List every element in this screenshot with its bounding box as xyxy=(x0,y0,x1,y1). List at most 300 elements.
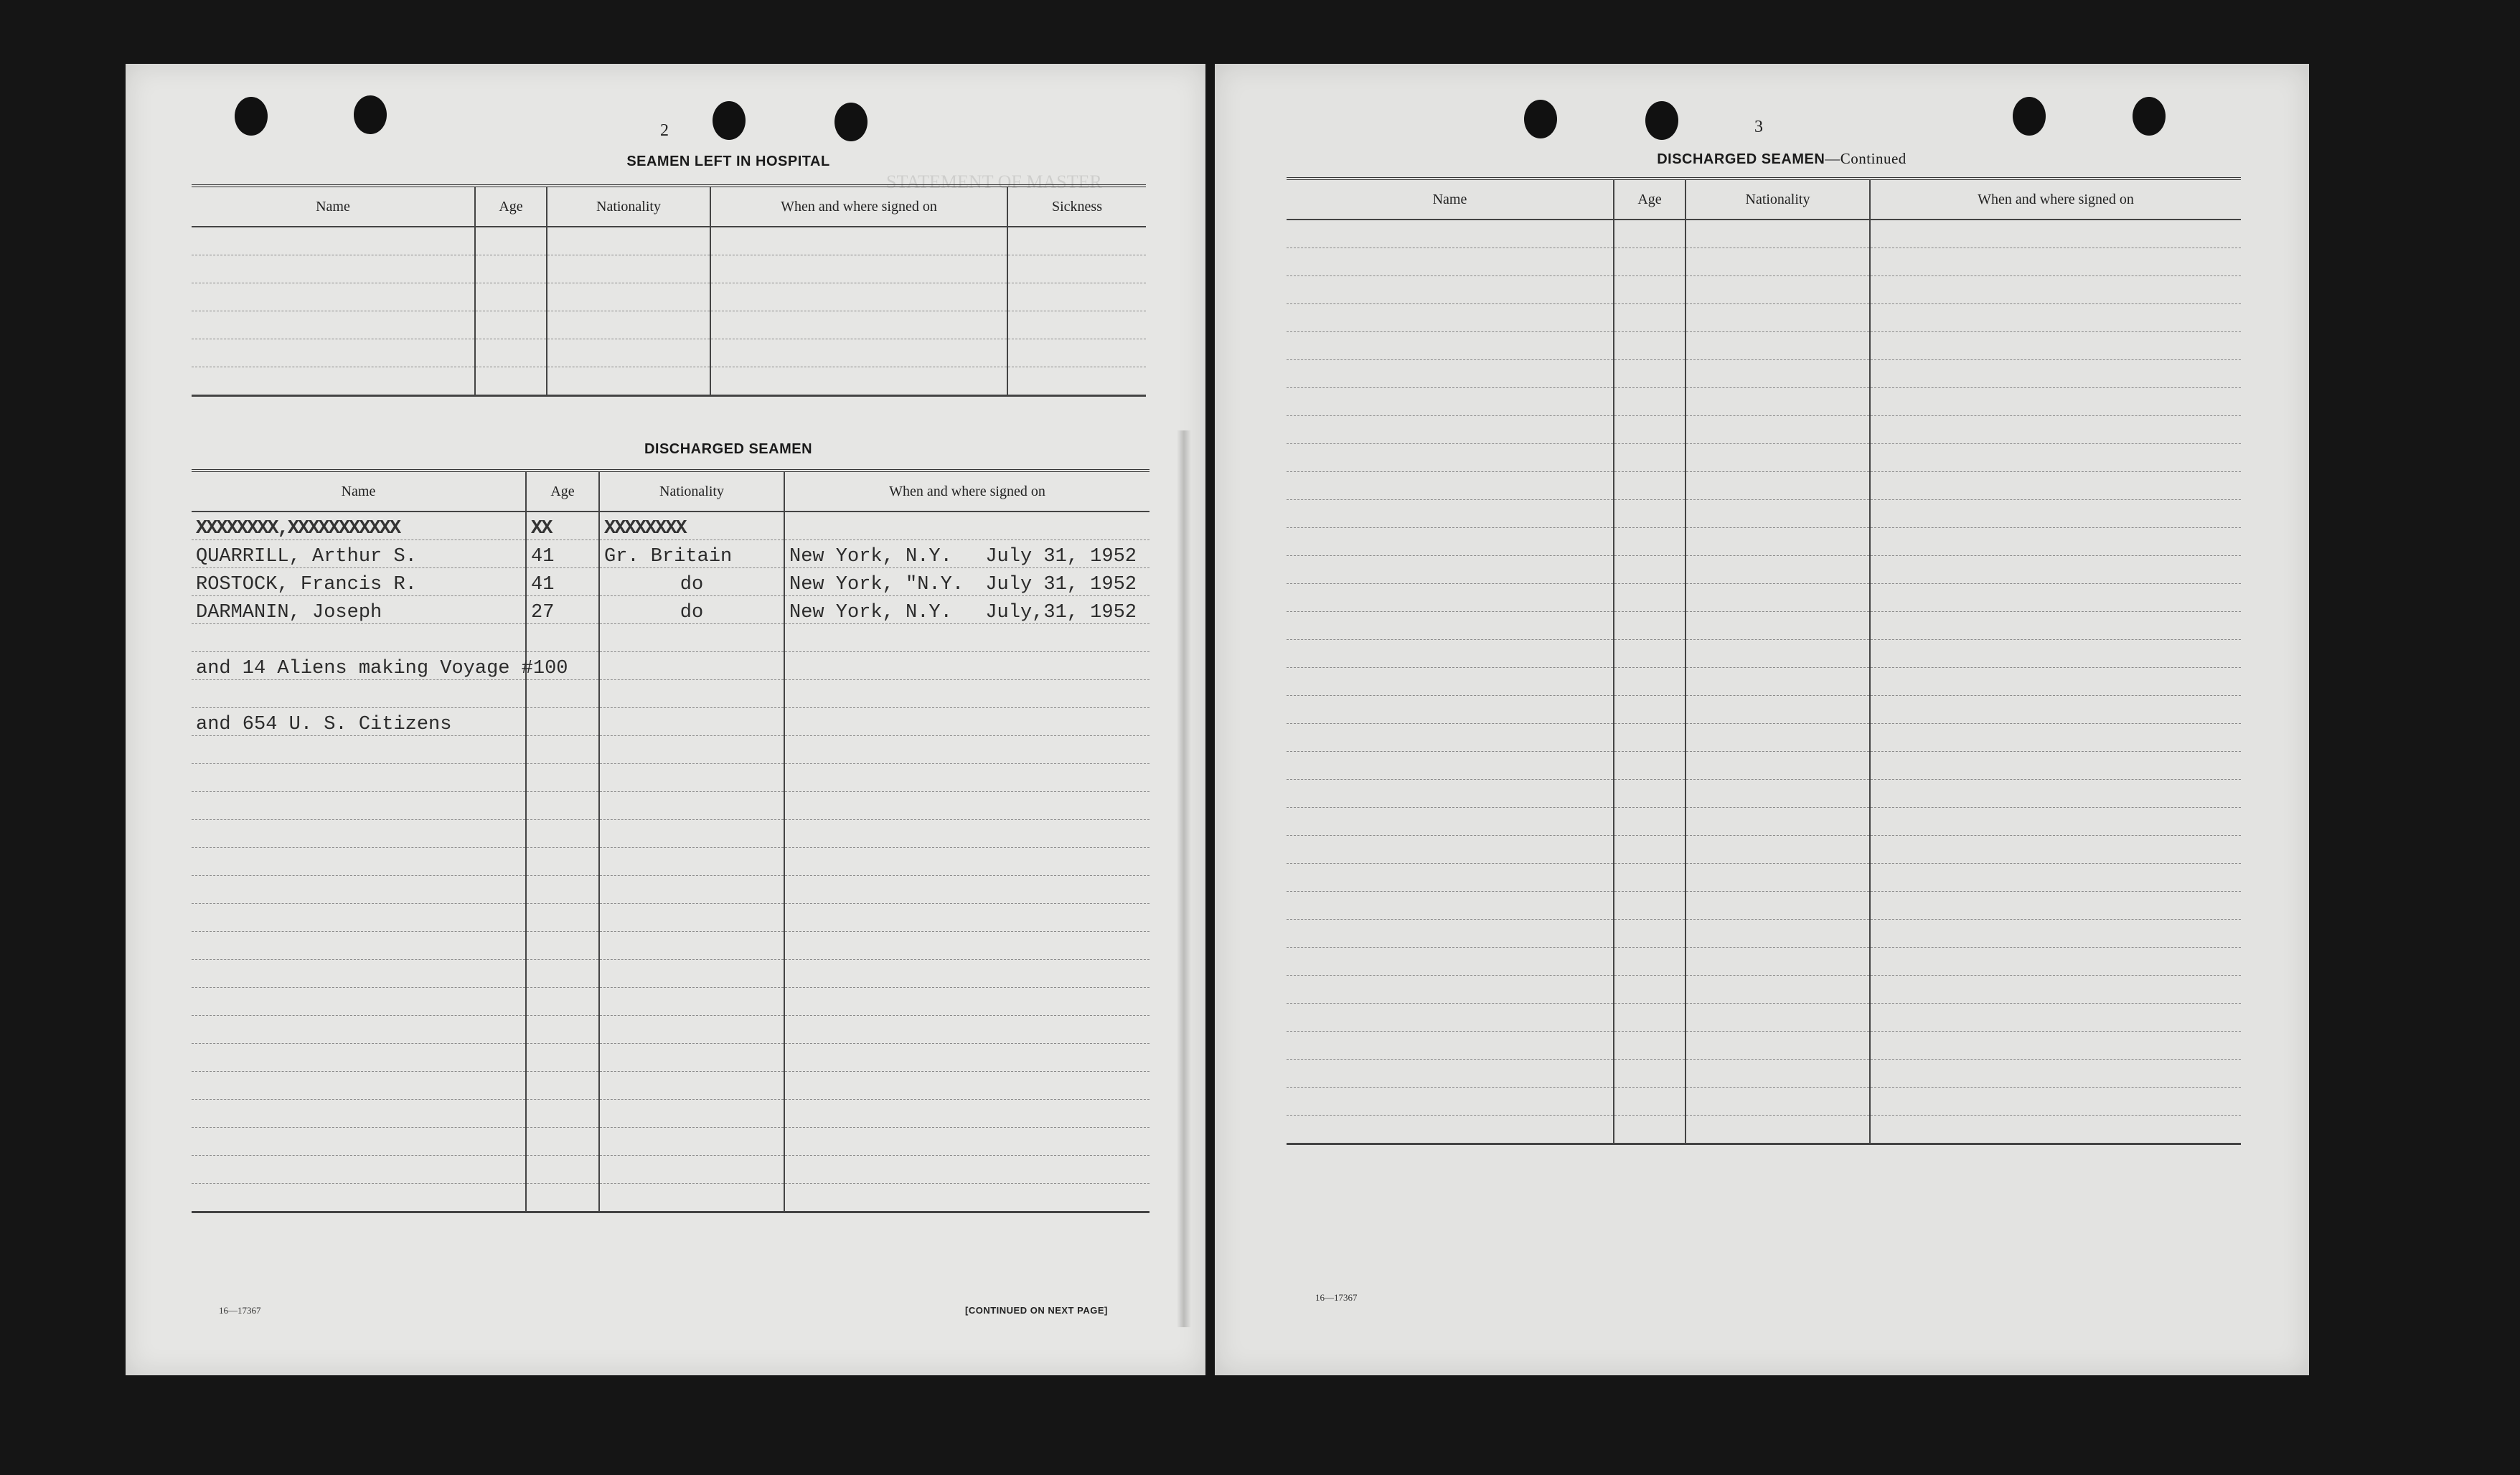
blank-cell xyxy=(1686,1116,1870,1144)
blank-cell xyxy=(1007,339,1146,367)
seaman-name: and 14 Aliens making Voyage #100 xyxy=(192,652,526,680)
blank-cell xyxy=(475,339,547,367)
blank-cell xyxy=(1870,892,2241,920)
blank-cell xyxy=(1870,780,2241,808)
discharged-blank-row xyxy=(192,1044,1149,1072)
signed-on-group xyxy=(789,602,1145,623)
blank-cell xyxy=(192,876,526,904)
hospital-blank-row xyxy=(192,339,1146,367)
blank-cell xyxy=(1287,696,1614,724)
seaman-age xyxy=(526,680,599,708)
blank-cell xyxy=(192,311,475,339)
discharged-blank-row xyxy=(192,932,1149,960)
seaman-nationality xyxy=(599,624,784,652)
column-header-age: Age xyxy=(1614,179,1686,220)
blank-cell xyxy=(1870,668,2241,696)
blank-cell xyxy=(526,876,599,904)
blank-cell xyxy=(1686,556,1870,584)
seaman-name: XXXXXXXX,XXXXXXXXXXX xyxy=(192,512,526,540)
blank-cell xyxy=(1870,444,2241,472)
blank-cell xyxy=(710,227,1007,255)
blank-cell xyxy=(1686,864,1870,892)
blank-cell xyxy=(1686,612,1870,640)
left-page xyxy=(126,64,1205,1375)
blank-cell xyxy=(1870,976,2241,1004)
blank-cell xyxy=(1287,444,1614,472)
blank-cell xyxy=(1614,752,1686,780)
column-header-signed-on: When and where signed on xyxy=(784,471,1149,512)
blank-cell xyxy=(1686,584,1870,612)
page-fold-shadow xyxy=(1177,430,1191,1327)
blank-cell xyxy=(599,932,784,960)
seaman-nationality: XXXXXXXX xyxy=(599,512,784,540)
seaman-row xyxy=(192,652,1149,680)
right-header-row xyxy=(1287,179,2241,220)
blank-cell xyxy=(192,932,526,960)
blank-cell xyxy=(192,1156,526,1184)
seaman-name: DARMANIN, Joseph xyxy=(192,596,526,624)
right-blank-row xyxy=(1287,332,2241,360)
column-header-name: Name xyxy=(192,186,475,227)
blank-cell xyxy=(1614,808,1686,836)
right-blank-row xyxy=(1287,220,2241,248)
seaman-row xyxy=(192,680,1149,708)
seaman-row xyxy=(192,708,1149,736)
right-blank-row xyxy=(1287,892,2241,920)
right-blank-row xyxy=(1287,500,2241,528)
blank-cell xyxy=(1686,528,1870,556)
discharged-table xyxy=(192,469,1149,1213)
blank-cell xyxy=(1614,528,1686,556)
seaman-nationality: Gr. Britain xyxy=(599,540,784,568)
blank-cell xyxy=(192,764,526,792)
seaman-row xyxy=(192,568,1149,596)
blank-cell xyxy=(1614,584,1686,612)
seaman-nationality: do xyxy=(599,568,784,596)
blank-cell xyxy=(1614,248,1686,276)
blank-cell xyxy=(1614,864,1686,892)
blank-cell xyxy=(192,255,475,283)
blank-cell xyxy=(1614,696,1686,724)
blank-cell xyxy=(1686,388,1870,416)
column-header-age: Age xyxy=(475,186,547,227)
blank-cell xyxy=(1870,332,2241,360)
seaman-signed-on xyxy=(784,596,1149,624)
blank-cell xyxy=(1870,388,2241,416)
blank-cell xyxy=(1007,311,1146,339)
seaman-nationality xyxy=(599,708,784,736)
seaman-name xyxy=(192,680,526,708)
column-header-sickness: Sickness xyxy=(1007,186,1146,227)
punch-hole xyxy=(713,101,746,140)
blank-cell xyxy=(1614,1088,1686,1116)
blank-cell xyxy=(1614,612,1686,640)
discharged-blank-row xyxy=(192,1184,1149,1212)
blank-cell xyxy=(526,988,599,1016)
blank-cell xyxy=(784,820,1149,848)
blank-cell xyxy=(1614,668,1686,696)
signed-on-place: New York, "N.Y. xyxy=(789,574,964,595)
blank-cell xyxy=(1614,416,1686,444)
blank-cell xyxy=(1686,808,1870,836)
punch-hole xyxy=(1645,101,1678,140)
blank-cell xyxy=(1007,367,1146,396)
right-blank-row xyxy=(1287,836,2241,864)
blank-cell xyxy=(1686,304,1870,332)
blank-cell xyxy=(1686,696,1870,724)
blank-cell xyxy=(710,283,1007,311)
column-header-signed-on: When and where signed on xyxy=(1870,179,2241,220)
blank-cell xyxy=(192,227,475,255)
right-blank-row xyxy=(1287,528,2241,556)
blank-cell xyxy=(192,1016,526,1044)
blank-cell xyxy=(1870,752,2241,780)
form-number: 16—17367 xyxy=(219,1305,261,1316)
blank-cell xyxy=(526,1100,599,1128)
column-header-signed-on: When and where signed on xyxy=(710,186,1007,227)
blank-cell xyxy=(1686,444,1870,472)
column-header-nationality: Nationality xyxy=(547,186,710,227)
blank-cell xyxy=(547,255,710,283)
seaman-signed-on xyxy=(784,680,1149,708)
discharged-blank-row xyxy=(192,848,1149,876)
blank-cell xyxy=(1870,584,2241,612)
blank-cell xyxy=(1614,640,1686,668)
blank-cell xyxy=(475,367,547,396)
hospital-blank-row xyxy=(192,255,1146,283)
blank-cell xyxy=(1870,864,2241,892)
blank-cell xyxy=(1686,1004,1870,1032)
blank-cell xyxy=(599,1072,784,1100)
blank-cell xyxy=(1007,227,1146,255)
column-header-name: Name xyxy=(1287,179,1614,220)
blank-cell xyxy=(599,1016,784,1044)
blank-cell xyxy=(526,960,599,988)
blank-cell xyxy=(599,1044,784,1072)
blank-cell xyxy=(1870,724,2241,752)
right-blank-row xyxy=(1287,780,2241,808)
blank-cell xyxy=(1614,892,1686,920)
blank-cell xyxy=(1614,500,1686,528)
hospital-blank-row xyxy=(192,283,1146,311)
punch-hole xyxy=(354,95,387,134)
blank-cell xyxy=(1287,836,1614,864)
blank-cell xyxy=(1870,948,2241,976)
blank-cell xyxy=(1614,1116,1686,1144)
right-page xyxy=(1215,64,2309,1375)
blank-cell xyxy=(599,1128,784,1156)
blank-cell xyxy=(1870,472,2241,500)
blank-cell xyxy=(1614,556,1686,584)
seaman-age: 41 xyxy=(526,568,599,596)
right-blank-row xyxy=(1287,1004,2241,1032)
blank-cell xyxy=(784,904,1149,932)
blank-cell xyxy=(1870,612,2241,640)
blank-cell xyxy=(1007,283,1146,311)
bleed-through-text: STATEMENT OF MASTER xyxy=(886,171,1102,192)
blank-cell xyxy=(1686,1032,1870,1060)
blank-cell xyxy=(1870,808,2241,836)
blank-cell xyxy=(599,848,784,876)
seaman-name xyxy=(192,624,526,652)
hospital-section-title: SEAMEN LEFT IN HOSPITAL xyxy=(626,154,830,169)
hospital-table xyxy=(192,184,1146,397)
right-blank-row xyxy=(1287,304,2241,332)
seaman-age xyxy=(526,708,599,736)
blank-cell xyxy=(192,960,526,988)
seaman-age: 27 xyxy=(526,596,599,624)
seaman-nationality: do xyxy=(599,596,784,624)
blank-cell xyxy=(192,820,526,848)
blank-cell xyxy=(526,904,599,932)
blank-cell xyxy=(784,1128,1149,1156)
blank-cell xyxy=(599,904,784,932)
right-section-title xyxy=(1602,150,1961,168)
blank-cell xyxy=(784,1016,1149,1044)
blank-cell xyxy=(1614,1004,1686,1032)
column-header-name: Name xyxy=(192,471,526,512)
blank-cell xyxy=(1287,1032,1614,1060)
signed-on-date: July,31, 1952 xyxy=(985,602,1137,623)
blank-cell xyxy=(1287,528,1614,556)
blank-cell xyxy=(1870,1116,2241,1144)
blank-cell xyxy=(1870,556,2241,584)
blank-cell xyxy=(784,1072,1149,1100)
blank-cell xyxy=(784,1044,1149,1072)
blank-cell xyxy=(784,1100,1149,1128)
form-number: 16—17367 xyxy=(1315,1292,1358,1303)
blank-cell xyxy=(1686,248,1870,276)
seaman-nationality xyxy=(599,680,784,708)
right-blank-row xyxy=(1287,1116,2241,1144)
seaman-row xyxy=(192,596,1149,624)
discharged-section-title: DISCHARGED SEAMEN xyxy=(644,441,813,457)
blank-cell xyxy=(192,736,526,764)
blank-cell xyxy=(1686,276,1870,304)
blank-cell xyxy=(192,988,526,1016)
blank-cell xyxy=(1287,612,1614,640)
discharged-blank-row xyxy=(192,1100,1149,1128)
blank-cell xyxy=(1686,892,1870,920)
blank-cell xyxy=(475,255,547,283)
blank-cell xyxy=(547,311,710,339)
right-blank-row xyxy=(1287,1088,2241,1116)
blank-cell xyxy=(1287,1060,1614,1088)
blank-cell xyxy=(1287,304,1614,332)
blank-cell xyxy=(526,1044,599,1072)
discharged-blank-row xyxy=(192,1128,1149,1156)
discharged-blank-row xyxy=(192,736,1149,764)
blank-cell xyxy=(547,367,710,396)
blank-cell xyxy=(192,283,475,311)
column-header-nationality: Nationality xyxy=(1686,179,1870,220)
blank-cell xyxy=(192,1044,526,1072)
blank-cell xyxy=(1686,332,1870,360)
right-blank-row xyxy=(1287,948,2241,976)
blank-cell xyxy=(1870,416,2241,444)
blank-cell xyxy=(1686,220,1870,248)
blank-cell xyxy=(1287,584,1614,612)
blank-cell xyxy=(1686,668,1870,696)
right-blank-row xyxy=(1287,752,2241,780)
blank-cell xyxy=(1686,640,1870,668)
blank-cell xyxy=(1287,360,1614,388)
blank-cell xyxy=(1614,360,1686,388)
blank-cell xyxy=(1686,920,1870,948)
blank-cell xyxy=(1870,500,2241,528)
blank-cell xyxy=(784,932,1149,960)
blank-cell xyxy=(1287,332,1614,360)
seaman-nationality xyxy=(599,652,784,680)
discharged-blank-row xyxy=(192,1156,1149,1184)
blank-cell xyxy=(1287,500,1614,528)
signed-on-date: July 31, 1952 xyxy=(985,574,1137,595)
blank-cell xyxy=(547,227,710,255)
hospital-blank-row xyxy=(192,227,1146,255)
right-blank-row xyxy=(1287,696,2241,724)
discharged-blank-row xyxy=(192,960,1149,988)
blank-cell xyxy=(192,367,475,396)
blank-cell xyxy=(784,988,1149,1016)
right-blank-row xyxy=(1287,612,2241,640)
seaman-age: XX xyxy=(526,512,599,540)
blank-cell xyxy=(1287,276,1614,304)
blank-cell xyxy=(1870,276,2241,304)
continued-note: [CONTINUED ON NEXT PAGE] xyxy=(965,1305,1108,1316)
discharged-blank-row xyxy=(192,792,1149,820)
right-blank-row xyxy=(1287,472,2241,500)
punch-hole xyxy=(834,103,868,141)
right-blank-row xyxy=(1287,640,2241,668)
discharged-blank-row xyxy=(192,876,1149,904)
blank-cell xyxy=(1614,780,1686,808)
blank-cell xyxy=(599,764,784,792)
blank-cell xyxy=(1287,864,1614,892)
right-discharged-table xyxy=(1287,177,2241,1145)
blank-cell xyxy=(1287,976,1614,1004)
blank-cell xyxy=(784,960,1149,988)
blank-cell xyxy=(599,960,784,988)
discharged-header-row xyxy=(192,471,1149,512)
blank-cell xyxy=(1614,220,1686,248)
blank-cell xyxy=(1614,1032,1686,1060)
blank-cell xyxy=(1614,920,1686,948)
blank-cell xyxy=(710,367,1007,396)
seaman-signed-on xyxy=(784,708,1149,736)
blank-cell xyxy=(526,1072,599,1100)
blank-cell xyxy=(526,1128,599,1156)
blank-cell xyxy=(192,1184,526,1212)
blank-cell xyxy=(1614,836,1686,864)
discharged-blank-row xyxy=(192,820,1149,848)
seaman-row xyxy=(192,540,1149,568)
seaman-row xyxy=(192,512,1149,540)
blank-cell xyxy=(1287,724,1614,752)
blank-cell xyxy=(1287,920,1614,948)
seaman-signed-on xyxy=(784,652,1149,680)
blank-cell xyxy=(1686,500,1870,528)
discharged-blank-row xyxy=(192,904,1149,932)
blank-cell xyxy=(526,820,599,848)
blank-cell xyxy=(526,764,599,792)
seaman-age: 41 xyxy=(526,540,599,568)
blank-cell xyxy=(1870,1060,2241,1088)
blank-cell xyxy=(526,932,599,960)
right-blank-row xyxy=(1287,416,2241,444)
blank-cell xyxy=(526,736,599,764)
seaman-row xyxy=(192,624,1149,652)
right-blank-row xyxy=(1287,556,2241,584)
seaman-name: and 654 U. S. Citizens xyxy=(192,708,526,736)
blank-cell xyxy=(1614,948,1686,976)
blank-cell xyxy=(475,283,547,311)
punch-hole xyxy=(1524,100,1557,138)
blank-cell xyxy=(1287,640,1614,668)
blank-cell xyxy=(1287,948,1614,976)
hospital-header-row xyxy=(192,186,1146,227)
blank-cell xyxy=(192,848,526,876)
blank-cell xyxy=(1287,416,1614,444)
blank-cell xyxy=(1870,248,2241,276)
blank-cell xyxy=(1686,360,1870,388)
blank-cell xyxy=(1287,1004,1614,1032)
right-blank-row xyxy=(1287,808,2241,836)
blank-cell xyxy=(192,1128,526,1156)
blank-cell xyxy=(1287,1088,1614,1116)
blank-cell xyxy=(526,848,599,876)
right-blank-row xyxy=(1287,276,2241,304)
right-blank-row xyxy=(1287,584,2241,612)
blank-cell xyxy=(1686,472,1870,500)
blank-cell xyxy=(1614,1060,1686,1088)
blank-cell xyxy=(526,1184,599,1212)
blank-cell xyxy=(784,876,1149,904)
seaman-name: QUARRILL, Arthur S. xyxy=(192,540,526,568)
blank-cell xyxy=(1287,556,1614,584)
blank-cell xyxy=(1686,724,1870,752)
seaman-age xyxy=(526,624,599,652)
blank-cell xyxy=(1686,1060,1870,1088)
blank-cell xyxy=(526,792,599,820)
blank-cell xyxy=(1287,892,1614,920)
blank-cell xyxy=(1870,304,2241,332)
right-blank-row xyxy=(1287,444,2241,472)
blank-cell xyxy=(1287,780,1614,808)
blank-cell xyxy=(192,1100,526,1128)
page-number: 2 xyxy=(660,121,669,140)
signed-on-group xyxy=(789,574,1145,595)
blank-cell xyxy=(1686,976,1870,1004)
blank-cell xyxy=(784,1156,1149,1184)
blank-cell xyxy=(710,311,1007,339)
blank-cell xyxy=(784,1184,1149,1212)
punch-hole xyxy=(2133,97,2166,136)
discharged-blank-row xyxy=(192,988,1149,1016)
right-blank-row xyxy=(1287,1032,2241,1060)
blank-cell xyxy=(784,792,1149,820)
blank-cell xyxy=(710,339,1007,367)
right-blank-row xyxy=(1287,1060,2241,1088)
blank-cell xyxy=(1287,668,1614,696)
blank-cell xyxy=(1686,836,1870,864)
right-blank-row xyxy=(1287,668,2241,696)
blank-cell xyxy=(599,1156,784,1184)
blank-cell xyxy=(526,1016,599,1044)
discharged-blank-row xyxy=(192,1016,1149,1044)
blank-cell xyxy=(192,792,526,820)
blank-cell xyxy=(192,339,475,367)
blank-cell xyxy=(1287,752,1614,780)
